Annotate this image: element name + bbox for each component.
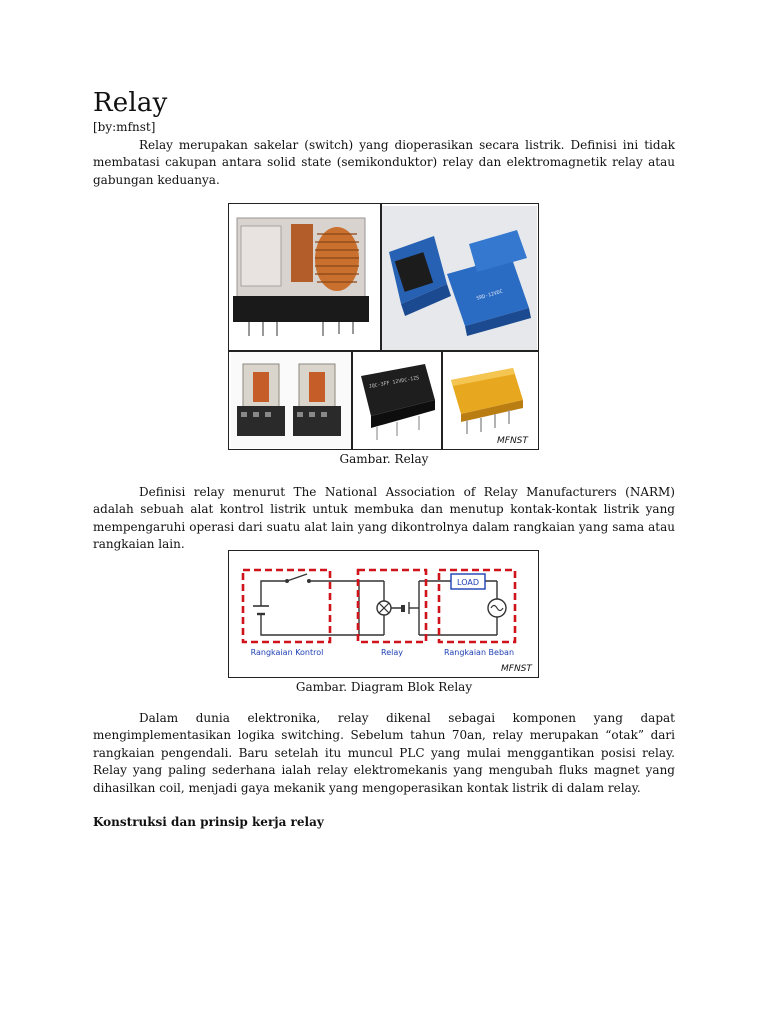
label-control-circuit: Rangkaian Kontrol: [250, 648, 324, 657]
load-box: [451, 574, 485, 589]
yellow-relay-photo: [443, 352, 537, 448]
relay-photo-collage: [228, 203, 539, 450]
label-relay: Relay: [381, 648, 403, 657]
relay-print-text: JQC-3FF 12VDC-1ZS: [368, 375, 420, 390]
relay-print-text: SRD-12VDC: [475, 288, 504, 302]
socket-relays-photo: [231, 352, 351, 448]
figure-caption-relay: Gambar. Relay: [339, 452, 429, 466]
section-heading: Konstruksi dan prinsip kerja relay: [93, 815, 324, 829]
clear-relay-photo: [231, 206, 380, 350]
paragraph-intro: Relay merupakan sakelar (switch) yang dioperasikan secara listrik. Definisi ini tidak membatasi cakupan antara solid state (semikonduktor) relay dan elektromagnetik relay atau gabungan keduanya.: [93, 138, 675, 187]
byline: [by:mfnst]: [93, 120, 156, 134]
paragraph-electronics: Dalam dunia elektronika, relay dikenal sebagai komponen yang dapat mengimplementasikan logika switching. Sebelum tahun 70an, relay merupakan “otak” dari rangkaian pengendali. Baru setelah itu muncul PLC yang mulai menggantikan posisi relay. Relay yang paling sederhana ialah relay elektromekanis yang mengubah fluks magnet yang dihasilkan coil, menjadi gaya mekanik yang mengoperasikan kontak listrik di dalam relay.: [93, 711, 675, 795]
photo-signature: MFNST: [497, 436, 528, 446]
black-pcb-relay-photo: [353, 352, 441, 448]
paragraph-narm-definition: Definisi relay menurut The National Association of Relay Manufacturers (NARM) adalah sebuah alat kontrol listrik untuk membuka dan menutup kontak-kontak listrik yang mempengaruhi operasi dari suatu alat lain yang dikontrolnya dalam rangkaian yang sama atau rangkaian lain.: [93, 485, 675, 552]
switch-symbol: [285, 574, 311, 583]
load-label: LOAD: [457, 578, 479, 587]
relay-block-diagram: [228, 550, 539, 678]
label-load-circuit: Rangkaian Beban: [443, 648, 515, 657]
figure-caption-block-diagram: Gambar. Diagram Blok Relay: [295, 680, 473, 694]
diagram-signature: MFNST: [501, 664, 532, 674]
blue-relays-photo: [382, 206, 537, 350]
ac-source-symbol: [488, 599, 506, 617]
document-title: Relay: [93, 88, 168, 118]
battery-symbol: [253, 606, 269, 614]
